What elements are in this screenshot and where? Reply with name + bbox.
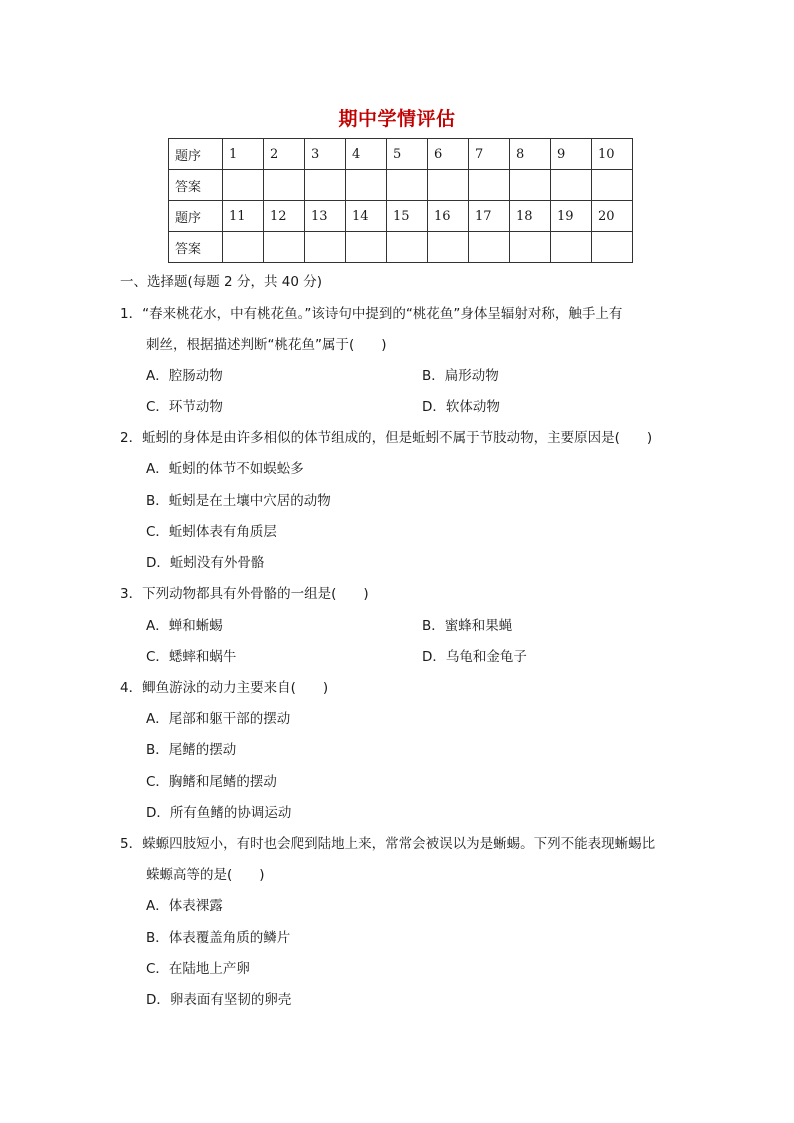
- option-a[interactable]: A．尾部和躯干部的摆动: [146, 711, 291, 727]
- question-number: 13: [305, 201, 346, 232]
- answer-cell[interactable]: [264, 232, 305, 263]
- row-label: 题序: [169, 139, 223, 170]
- question-number: 2: [264, 139, 305, 170]
- question-number: 6: [428, 139, 469, 170]
- option-d[interactable]: D．乌龟和金龟子: [422, 649, 527, 665]
- question-number: 10: [592, 139, 633, 170]
- option-a[interactable]: A．蝉和蜥蜴: [146, 618, 223, 634]
- question-number: 15: [387, 201, 428, 232]
- option-d[interactable]: D．软体动物: [422, 399, 500, 415]
- question-number: 12: [264, 201, 305, 232]
- section-heading: 一、选择题(每题 2 分，共 40 分): [120, 274, 322, 290]
- question-number: 11: [223, 201, 264, 232]
- option-c[interactable]: C．环节动物: [146, 399, 223, 415]
- question-number: 19: [551, 201, 592, 232]
- option-d[interactable]: D．卵表面有坚韧的卵壳: [146, 992, 292, 1008]
- question-stem: 3．下列动物都具有外骨骼的一组是( ): [120, 586, 369, 602]
- answer-cell[interactable]: [387, 170, 428, 201]
- question-stem: 1．“春来桃花水，中有桃花鱼。”该诗句中提到的“桃花鱼”身体呈辐射对称，触手上有: [120, 306, 623, 322]
- question-stem: 5．蝾螈四肢短小，有时也会爬到陆地上来，常常会被误以为是蜥蜴。下列不能表现蜥蜴比: [120, 836, 656, 852]
- answer-cell[interactable]: [428, 170, 469, 201]
- table-row: [169, 232, 633, 263]
- question-number: 8: [510, 139, 551, 170]
- answer-cell[interactable]: [510, 170, 551, 201]
- option-a[interactable]: A．蚯蚓的体节不如蜈蚣多: [146, 461, 304, 477]
- option-c[interactable]: C．蟋蟀和蜗牛: [146, 649, 237, 665]
- page-title: 期中学情评估: [338, 108, 456, 130]
- question-stem-continued: 蝾螈高等的是( ): [146, 867, 265, 883]
- option-c[interactable]: C．蚯蚓体表有角质层: [146, 524, 277, 540]
- row-label: 题序: [169, 201, 223, 232]
- option-c[interactable]: C．胸鳍和尾鳍的摆动: [146, 774, 277, 790]
- answer-cell[interactable]: [387, 232, 428, 263]
- answer-cell[interactable]: [469, 170, 510, 201]
- answer-cell[interactable]: [305, 232, 346, 263]
- question-number: 16: [428, 201, 469, 232]
- row-label: 答案: [169, 232, 223, 263]
- answer-cell[interactable]: [551, 170, 592, 201]
- option-b[interactable]: B．尾鳍的摆动: [146, 742, 237, 758]
- answer-cell[interactable]: [223, 232, 264, 263]
- row-label: 答案: [169, 170, 223, 201]
- answer-cell[interactable]: [469, 232, 510, 263]
- option-b[interactable]: B．蜜蜂和果蝇: [422, 618, 513, 634]
- option-c[interactable]: C．在陆地上产卵: [146, 961, 250, 977]
- question-number: 1: [223, 139, 264, 170]
- option-a[interactable]: A．腔肠动物: [146, 368, 223, 384]
- question-stem: 4．鲫鱼游泳的动力主要来自( ): [120, 680, 329, 696]
- question-number: 17: [469, 201, 510, 232]
- answer-table: [168, 138, 633, 263]
- option-d[interactable]: D．蚯蚓没有外骨骼: [146, 555, 265, 571]
- table-row: [169, 139, 633, 170]
- question-number: 5: [387, 139, 428, 170]
- question-number: 7: [469, 139, 510, 170]
- table-row: [169, 201, 633, 232]
- question-number: 9: [551, 139, 592, 170]
- answer-cell[interactable]: [551, 232, 592, 263]
- question-number: 14: [346, 201, 387, 232]
- question-number: 18: [510, 201, 551, 232]
- answer-cell[interactable]: [592, 170, 633, 201]
- answer-cell[interactable]: [223, 170, 264, 201]
- question-stem: 2．蚯蚓的身体是由许多相似的体节组成的，但是蚯蚓不属于节肢动物，主要原因是( ): [120, 430, 653, 446]
- answer-cell[interactable]: [305, 170, 346, 201]
- option-b[interactable]: B．扁形动物: [422, 368, 499, 384]
- question-number: 3: [305, 139, 346, 170]
- option-d[interactable]: D．所有鱼鳍的协调运动: [146, 805, 292, 821]
- option-a[interactable]: A．体表裸露: [146, 898, 223, 914]
- answer-cell[interactable]: [346, 232, 387, 263]
- option-b[interactable]: B．体表覆盖角质的鳞片: [146, 930, 291, 946]
- answer-cell[interactable]: [428, 232, 469, 263]
- question-number: 4: [346, 139, 387, 170]
- question-number: 20: [592, 201, 633, 232]
- answer-cell[interactable]: [510, 232, 551, 263]
- answer-cell[interactable]: [592, 232, 633, 263]
- question-stem-continued: 刺丝，根据描述判断“桃花鱼”属于( ): [146, 337, 387, 353]
- table-row: [169, 170, 633, 201]
- option-b[interactable]: B．蚯蚓是在土壤中穴居的动物: [146, 493, 331, 509]
- answer-cell[interactable]: [346, 170, 387, 201]
- answer-cell[interactable]: [264, 170, 305, 201]
